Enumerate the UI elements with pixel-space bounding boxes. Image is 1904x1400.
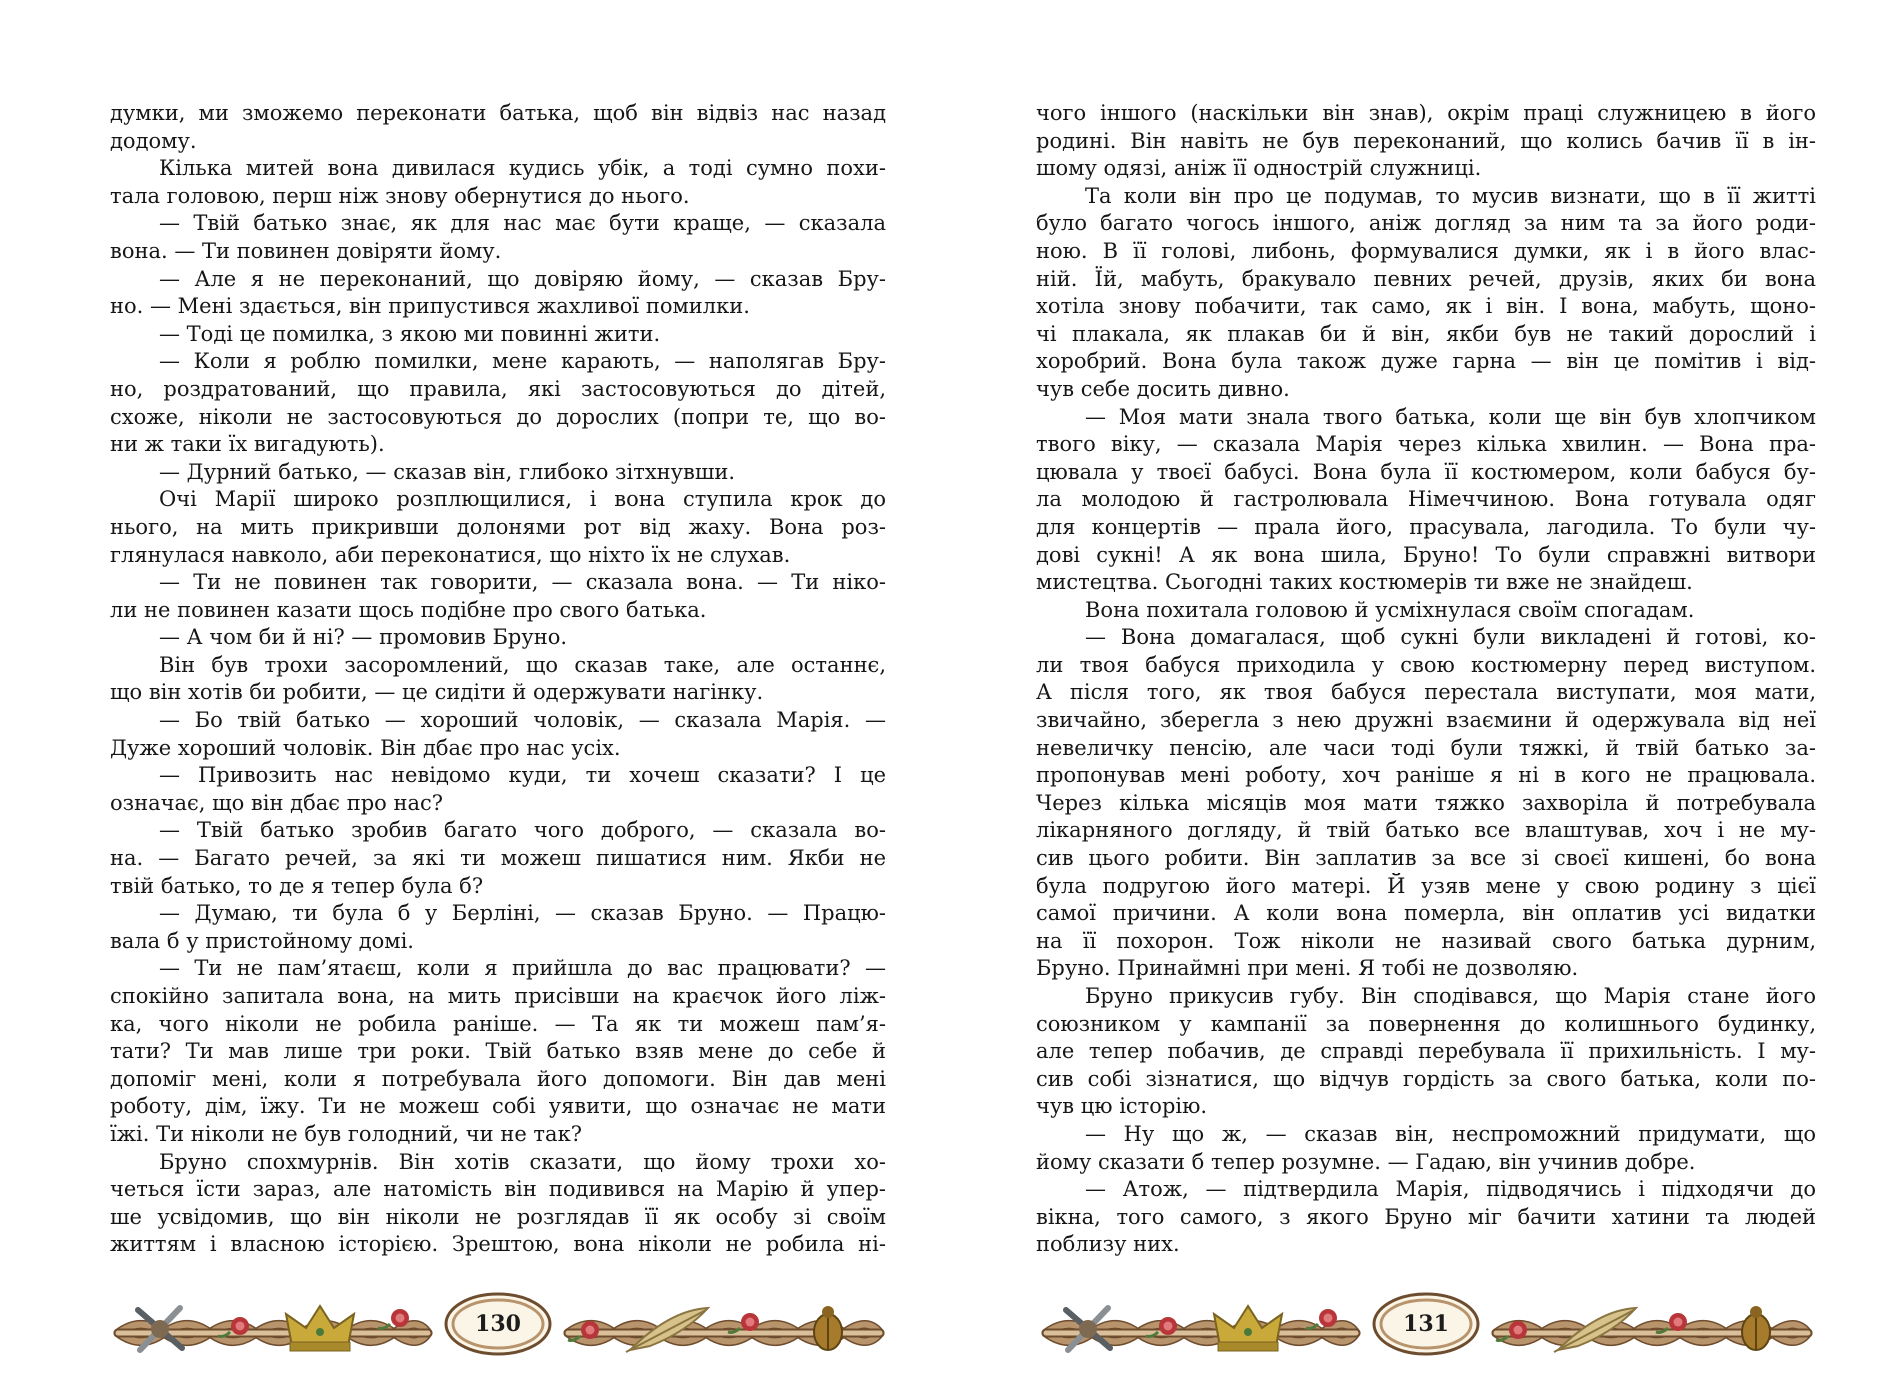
text-line: ка, чого ніколи не робила раніше. — Та як ти можеш пам’я- xyxy=(110,1011,886,1036)
text-line: четься їсти зараз, але натомість він подивився на Марію й упер- xyxy=(110,1177,886,1202)
text-line: Бруно. Принаймні при мені. Я тобі не дозволяю. xyxy=(1036,956,1579,981)
text-line: — Але я не переконаний, що довіряю йому, — сказав Бру- xyxy=(159,266,886,291)
text-line: хоробрий. Вона була також дуже гарна — він це помітив і від- xyxy=(1036,349,1816,374)
text-line: — Твій батько зробив багато чого доброго, — сказала во- xyxy=(159,818,886,843)
text-line: А після того, як твоя бабуся перестала виступати, моя мати, xyxy=(1036,680,1816,705)
text-line: ни ж таки їх вигадують). xyxy=(110,432,385,457)
text-line: — Вона домагалася, щоб сукні були викладені й готові, ко- xyxy=(1085,625,1816,650)
text-line: Він був трохи засоромлений, що сказав таке, але останнє, xyxy=(159,652,886,677)
text-line: — Думаю, ти була б у Берліні, — сказав Бруно. — Працю- xyxy=(159,901,886,926)
text-line: невеличку пенсію, але часи тоді були тяжкі, й твій батько за- xyxy=(1036,735,1816,760)
text-line: додому. xyxy=(110,128,197,153)
text-line: — Бо твій батько — хороший чоловік, — сказала Марія. — xyxy=(159,708,886,733)
text-line: чув цю історію. xyxy=(1036,1094,1208,1119)
text-line: — Тоді це помилка, з якою ми повинні жити. xyxy=(159,321,661,346)
text-line: але тепер побачив, де справді перебувала її прихильність. І му- xyxy=(1036,1039,1816,1064)
text-line: Очі Марії широко розплющилися, і вона ступила крок до xyxy=(159,487,886,512)
text-line: думки, ми зможемо переконати батька, щоб він відвіз нас назад xyxy=(110,101,886,125)
text-line: вікна, того самого, з якого Бруно міг бачити хатини та людей xyxy=(1036,1204,1816,1229)
text-line: вона. — Ти повинен довіряти йому. xyxy=(110,238,502,263)
text-line: твого віку, — сказала Марія через кілька хвилин. — Вона пра- xyxy=(1036,432,1816,457)
text-line: Дуже хороший чоловік. Він дбає про нас усіх. xyxy=(110,735,621,760)
text-line: допоміг мені, коли я потребувала його допомоги. Він дав мені xyxy=(110,1066,886,1091)
right-page-footer xyxy=(1038,1288,1814,1378)
text-line: Кілька митей вона дивилася кудись убік, а тоді сумно похи- xyxy=(159,156,886,181)
text-line: схоже, ніколи не застосовуються до дорослих (попри те, що во- xyxy=(110,404,886,429)
text-line: сив собі зізнатися, що відчув гордість за свого батька, коли по- xyxy=(1036,1066,1816,1091)
text-line: звичайно, зберегла з нею дружні взаємини й одержувала від неї xyxy=(1036,708,1816,733)
scarab-icon xyxy=(1742,1306,1770,1350)
text-line: їжі. Ти ніколи не був голодний, чи не так? xyxy=(110,1121,582,1146)
text-line: тала головою, перш ніж знову обернутися до нього. xyxy=(110,183,690,208)
text-line: ною. В її голові, либонь, формувалися думки, як і в його влас- xyxy=(1036,238,1816,263)
text-line: — Дурний батько, — сказав він, глибоко зітхнувши. xyxy=(159,459,736,484)
text-line: життям і власною історією. Зрештою, вона ніколи не робила ні- xyxy=(110,1232,886,1257)
right-page-text xyxy=(1036,100,1816,1259)
text-line: чув себе досить дивно. xyxy=(1036,376,1290,401)
text-line: ше усвідомив, що він ніколи не розглядав її як особу зі своїм xyxy=(110,1204,886,1229)
text-line: Вона похитала головою й усміхнулася своїм спогадам. xyxy=(1085,597,1695,622)
text-line: на її похорон. Тож ніколи не називай свого батька дурним, xyxy=(1036,928,1816,953)
crown-icon xyxy=(286,1306,354,1351)
text-line: для концертів — прала його, прасувала, лагодила. То були чу- xyxy=(1036,514,1816,539)
text-line: означає, що він дбає про нас? xyxy=(110,790,444,815)
text-line: сив цього робити. Він заплатив за все зі своєї кишені, бо вона xyxy=(1036,846,1816,871)
text-line: цювала у твоєї бабусі. Вона була її костюмером, коли бабуся бу- xyxy=(1036,459,1816,484)
text-line: Бруно спохмурнів. Він хотів сказати, що йому трохи хо- xyxy=(159,1149,886,1174)
text-line: тати? Ти мав лише три роки. Твій батько взяв мене до себе й xyxy=(110,1039,886,1064)
text-line: ній. Їй, мабуть, бракувало певних речей, друзів, яких би вона xyxy=(1036,266,1816,291)
text-line: пропонував мені роботу, хоч раніше я ні в кого не працювала. xyxy=(1036,763,1816,788)
text-line: — Коли я роблю помилки, мене карають, — наполягав Бру- xyxy=(159,349,886,374)
text-line: вала б у пристойному домі. xyxy=(110,928,414,953)
text-line: чі плакала, як плакав би й він, якби був не такий дорослий і xyxy=(1036,321,1816,346)
text-line: но. — Мені здається, він припустився жахливої помилки. xyxy=(110,294,750,319)
text-line: роботу, дім, їжу. Ти не можеш собі уявити, що означає не мати xyxy=(110,1094,886,1119)
text-line: що він хотів би робити, — це сидіти й одержувати нагінку. xyxy=(110,680,764,705)
page-number: 131 xyxy=(1403,1311,1449,1337)
text-line: дові сукні! А як вона шила, Бруно! То були справжні витвори xyxy=(1036,542,1816,567)
text-line: — Атож, — підтвердила Марія, підводячись і підходячи до xyxy=(1085,1177,1816,1202)
text-line: мистецтва. Сьогодні таких костюмерів ти вже не знайдеш. xyxy=(1036,570,1693,595)
text-line: твій батько, то де я тепер була б? xyxy=(110,873,484,898)
text-line: Та коли він про це подумав, то мусив визнати, що в її житті xyxy=(1085,183,1816,208)
right-page xyxy=(952,0,1904,1400)
text-line: Бруно прикусив губу. Він сподівався, що Марія стане його xyxy=(1085,984,1816,1008)
text-line: — Твій батько знає, як для нас має бути краще, — сказала xyxy=(159,211,886,236)
text-line: родині. Він навіть не був переконаний, що колись бачив її в ін- xyxy=(1036,128,1816,153)
text-line: — Ну що ж, — сказав він, неспроможний придумати, що xyxy=(1085,1121,1816,1146)
text-line: була подругою його матері. Й узяв мене у свою родину з цієї xyxy=(1036,873,1816,898)
text-line: глянулася навколо, аби переконатися, що ніхто їх не слухав. xyxy=(110,542,791,567)
text-line: — Ти не пам’ятаєш, коли я прийшла до вас працювати? — xyxy=(159,956,886,981)
text-line: — Ти не повинен так говорити, — сказала вона. — Ти ніко- xyxy=(159,570,886,595)
left-page-text xyxy=(110,100,886,1259)
text-line: лікарняного догляду, й твій батько все влаштував, хоч і не му- xyxy=(1036,818,1816,843)
text-line: йому сказати б тепер розумне. — Гадаю, він учинив добре. xyxy=(1036,1149,1696,1174)
text-line: — Привозить нас невідомо куди, ти хочеш сказати? І це xyxy=(159,763,886,788)
text-line: чого іншого (наскільки він знав), окрім праці служницею в його xyxy=(1036,101,1816,125)
text-line: ли твоя бабуся приходила у свою костюмерну перед виступом. xyxy=(1036,652,1816,677)
text-line: поблизу них. xyxy=(1036,1232,1180,1257)
text-line: но, роздратований, що правила, які застосовуються до дітей, xyxy=(110,376,886,401)
text-line: хотіла знову побачити, так само, як і він. І вона, мабуть, щоно- xyxy=(1036,294,1816,319)
text-line: ли не повинен казати щось подібне про свого батька. xyxy=(110,597,707,622)
text-line: шому одязі, аніж її однострій служниці. xyxy=(1036,156,1482,181)
page-number: 130 xyxy=(475,1311,521,1337)
text-line: було багато чогось іншого, аніж догляд за ним та за його роди- xyxy=(1036,211,1816,236)
text-line: нього, на мить прикривши долонями рот від жаху. Вона роз- xyxy=(110,514,886,539)
text-line: — Моя мати знала твого батька, коли ще він був хлопчиком xyxy=(1085,404,1816,429)
text-line: спокійно запитала вона, на мить присівши на краєчок його ліж- xyxy=(110,984,886,1008)
text-line: ла молодою й гастролювала Німеччиною. Вона готувала одяг xyxy=(1036,487,1816,512)
crown-icon xyxy=(1214,1306,1282,1351)
text-line: на. — Багато речей, за які ти можеш пишатися ним. Якби не xyxy=(110,846,886,871)
text-line: союзником у кампанії за повернення до колишнього будинку, xyxy=(1036,1011,1816,1036)
text-line: самої причини. А коли вона померла, він оплатив усі видатки xyxy=(1036,901,1816,926)
left-page-footer xyxy=(110,1288,886,1378)
text-line: — А чом би й ні? — промовив Бруно. xyxy=(159,625,568,650)
scarab-icon xyxy=(814,1306,842,1350)
text-line: Через кілька місяців моя мати тяжко захворіла й потребувала xyxy=(1036,790,1816,815)
